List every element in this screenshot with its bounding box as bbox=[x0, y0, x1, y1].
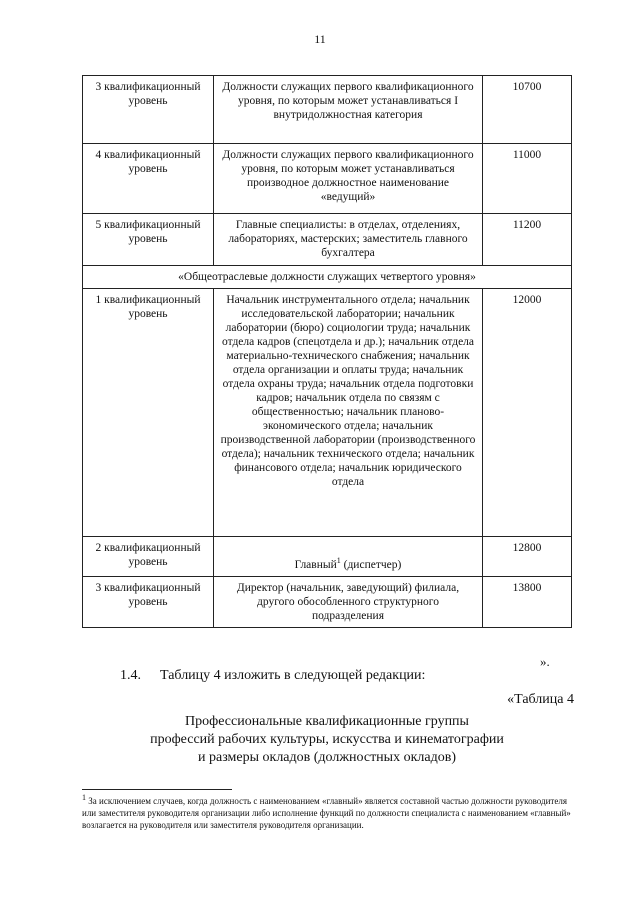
salary-value: 11000 bbox=[483, 144, 572, 214]
qualification-level: 1 квалификационный уровень bbox=[83, 289, 214, 537]
heading-line: Профессиональные квалификационные группы bbox=[185, 714, 469, 729]
position-description-text: Главный bbox=[294, 559, 337, 571]
position-description: Директор (начальник, заведующий) филиала, другого обособленного структурного подразделения bbox=[214, 577, 483, 628]
position-description: Должности служащих первого квалификационного уровня, по которым может устанавливаться I внутридолжностная категория bbox=[214, 76, 483, 144]
table-heading bbox=[82, 713, 572, 767]
table-row bbox=[83, 289, 572, 537]
position-description-suffix: (диспетчер) bbox=[340, 559, 402, 571]
salary-value: 10700 bbox=[483, 76, 572, 144]
footnote-divider bbox=[82, 789, 232, 790]
qualification-level: 5 квалификационный уровень bbox=[83, 214, 214, 266]
closing-quote: ». bbox=[540, 654, 550, 669]
qualification-level: 2 квалификационный уровень bbox=[83, 537, 214, 577]
section-title: «Общеотраслевые должности служащих четвертого уровня» bbox=[83, 266, 572, 289]
footnote-mark[interactable]: 1 bbox=[336, 556, 341, 566]
page-number: 11 bbox=[314, 32, 326, 46]
footnote-mark: 1 bbox=[82, 793, 86, 802]
item-text: Таблицу 4 изложить в следующей редакции: bbox=[160, 668, 426, 683]
table-row bbox=[83, 537, 572, 577]
qualification-level: 3 квалификационный уровень bbox=[83, 577, 214, 628]
table-row bbox=[83, 214, 572, 266]
salary-value: 12000 bbox=[483, 289, 572, 537]
position-description: Должности служащих первого квалификационного уровня, по которым может устанавливаться производное должностное наименование «ведущий» bbox=[214, 144, 483, 214]
salary-value: 13800 bbox=[483, 577, 572, 628]
salary-value: 12800 bbox=[483, 537, 572, 577]
position-description: Начальник инструментального отдела; начальник исследовательской лаборатории; начальник лаборатории (бюро) социологии труда; начальник отдела кадров (спецотдела и др.); начальник отдела материально-технического снабжения; начальник отдела организации и оплаты труда; начальник отдела охраны труда; начальник отдела подготовки кадров; начальник отдела по связям с общественностью; начальник планово-экономического отдела; начальник производственной лаборатории (производственного отдела); начальник технического отдела; начальник финансового отдела; начальник юридического отдела bbox=[214, 289, 483, 537]
qualification-level: 3 квалификационный уровень bbox=[83, 76, 214, 144]
table-row bbox=[83, 76, 572, 144]
table-row bbox=[83, 144, 572, 214]
salary-table bbox=[82, 75, 572, 628]
salary-value: 11200 bbox=[483, 214, 572, 266]
amendment-item bbox=[120, 668, 425, 684]
position-description bbox=[214, 537, 483, 577]
footnote-text: За исключением случаев, когда должность с наименованием «главный» является составной частью должности руководителя или заместителя руководителя организации либо исполнение функций по должности специалиста с наименованием «главный» возлагается на руководителя или заместителя руководителя организации. bbox=[82, 796, 571, 830]
table-reference: «Таблица 4 bbox=[507, 692, 574, 707]
section-row bbox=[83, 266, 572, 289]
table-row bbox=[83, 577, 572, 628]
position-description: Главные специалисты: в отделах, отделениях, лабораториях, мастерских; заместитель главного бухгалтера bbox=[214, 214, 483, 266]
footnote bbox=[82, 795, 572, 831]
heading-line: и размеры окладов (должностных окладов) bbox=[198, 750, 456, 765]
item-number: 1.4. bbox=[120, 668, 141, 683]
heading-line: профессий рабочих культуры, искусства и кинематографии bbox=[150, 732, 504, 747]
qualification-level: 4 квалификационный уровень bbox=[83, 144, 214, 214]
